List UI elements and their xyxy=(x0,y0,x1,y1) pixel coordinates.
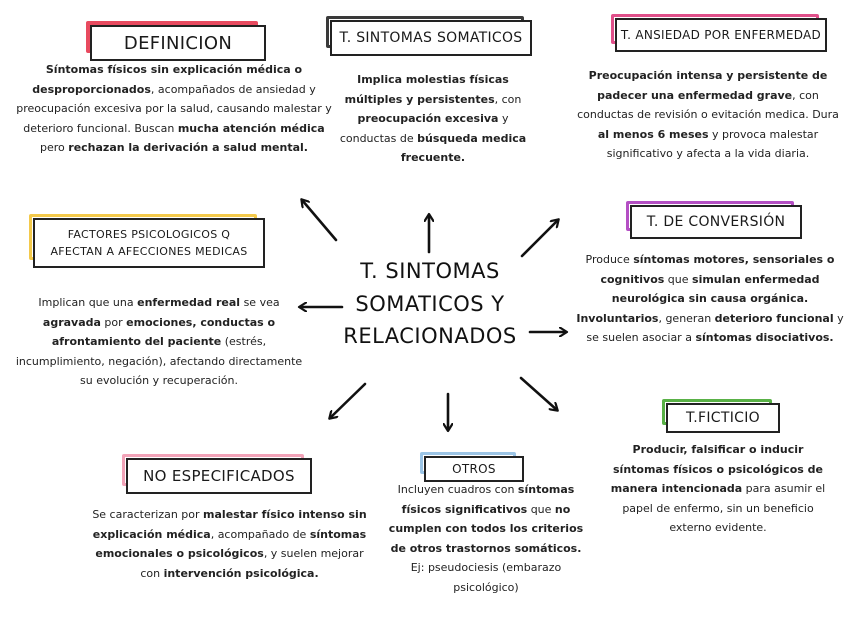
bold-text-run: Producir, falsificar o inducir síntomas físicos o psicológicos de manera intencionada xyxy=(610,443,823,496)
ansiedad-text xyxy=(574,66,842,164)
text-run: y se suelen asociar a xyxy=(586,311,844,345)
conversion-text xyxy=(576,250,844,348)
text-run: por xyxy=(100,315,127,329)
bold-text-run: agravada xyxy=(42,315,101,329)
text-run: Implican que una xyxy=(38,296,138,309)
definicion-title-box xyxy=(90,25,266,61)
arrow-to-no-especificados xyxy=(330,384,365,418)
bold-text-run: síntomas motores, sensoriales o cognitivos xyxy=(600,253,835,286)
factores-text xyxy=(14,293,304,391)
text-run: , acompañado de xyxy=(210,527,310,541)
bold-text-run: Síntomas físicos sin explicación médica o desproporcionados xyxy=(32,63,303,96)
bold-text-run: enfermedad real xyxy=(137,296,241,309)
no-especificados-title-box xyxy=(126,458,312,494)
bold-text-run: intervención psicológica. xyxy=(163,566,319,580)
factores-title-line-2: AFECTAN A AFECCIONES MEDICAS xyxy=(50,245,248,258)
text-run: y provoca malestar significativo y afecta a la vida diaria. xyxy=(606,127,819,161)
text-run: , con xyxy=(494,92,522,106)
text-run: , acompañados de ansiedad y preocupación excesiva por la salud, causando malestar y deterioro funcional. Buscan xyxy=(16,82,332,135)
bold-text-run: síntomas emocionales o psicológicos xyxy=(95,527,367,561)
text-run: , y suelen mejorar con xyxy=(140,547,364,580)
bold-text-run: búsqueda medica frecuente. xyxy=(400,131,527,165)
bold-text-run: preocupación excesiva xyxy=(357,112,499,126)
text-run: se vea xyxy=(240,296,280,309)
ansiedad-title-box xyxy=(615,18,827,52)
sintomas-text xyxy=(335,70,531,168)
text-run: , generan xyxy=(658,311,715,325)
bold-text-run: síntomas disociativos. xyxy=(695,331,834,345)
bold-text-run: síntomas físicos significativos xyxy=(401,483,575,516)
text-run: para asumir el papel de enfermo, sin un beneficio externo evidente. xyxy=(622,482,826,535)
factores-title xyxy=(50,226,247,260)
no-especificados-title: NO ESPECIFICADOS xyxy=(143,467,295,485)
arrow-to-definicion xyxy=(302,200,336,240)
bold-text-run: malestar físico intenso sin explicación médica xyxy=(92,508,367,541)
bold-text-run: rechazan la derivación a salud mental. xyxy=(68,141,308,155)
sintomas-title: T. SINTOMAS SOMATICOS xyxy=(339,30,523,46)
conversion-title-box xyxy=(630,205,802,239)
definicion-text xyxy=(14,60,334,158)
factores-title-box xyxy=(33,218,265,268)
text-run: Se caracterizan por xyxy=(92,508,204,521)
definicion-title: DEFINICION xyxy=(123,32,233,54)
sintomas-title-box xyxy=(330,20,532,56)
bold-text-run: al menos 6 meses xyxy=(597,127,709,141)
arrow-to-ficticio xyxy=(521,378,557,410)
text-run: y conductas de xyxy=(339,112,509,145)
conversion-title: T. DE CONVERSIÓN xyxy=(646,214,786,230)
ficticio-text xyxy=(608,440,828,538)
text-run: , con conductas de revisión o evitación medica. Dura xyxy=(577,88,839,122)
otros-title-box xyxy=(424,456,524,482)
center-title: T. SINTOMAS SOMATICOS Y RELACIONADOS xyxy=(343,259,517,349)
bold-text-run: Preocupación intensa y persistente de padecer una enfermedad grave xyxy=(588,69,828,102)
bold-text-run: emociones, conductas o afrontamiento del paciente xyxy=(51,315,276,349)
otros-title: OTROS xyxy=(452,462,496,476)
bold-text-run: mucha atención médica xyxy=(177,121,325,135)
text-run: Incluyen cuadros con xyxy=(397,483,518,496)
bold-text-run: no cumplen con todos los criterios de otros trastornos somáticos. xyxy=(388,502,584,555)
bold-text-run: Implica molestias físicas múltiples y persistentes xyxy=(344,73,509,106)
text-run: Ej: pseudociesis (embarazo psicológico) xyxy=(410,561,562,594)
text-run: que xyxy=(527,502,555,516)
arrow-to-ansiedad xyxy=(522,220,558,256)
no-especificados-text xyxy=(92,505,367,583)
ficticio-title-box xyxy=(666,403,780,433)
ficticio-title: T.FICTICIO xyxy=(686,410,760,426)
bold-text-run: simulan enfermedad neurológica sin causa orgánica. Involuntarios xyxy=(576,272,820,325)
text-run: (estrés, incumplimiento, negación), afectando directamente su evolución y recuperación. xyxy=(15,335,303,388)
otros-text xyxy=(387,480,585,597)
ansiedad-title: T. ANSIEDAD POR ENFERMEDAD xyxy=(620,28,822,42)
text-run: que xyxy=(664,272,693,286)
text-run: Produce xyxy=(585,253,634,266)
bold-text-run: deterioro funcional xyxy=(714,311,834,325)
factores-title-line-1: FACTORES PSICOLOGICOS Q xyxy=(67,227,231,241)
text-run: pero xyxy=(40,141,69,155)
